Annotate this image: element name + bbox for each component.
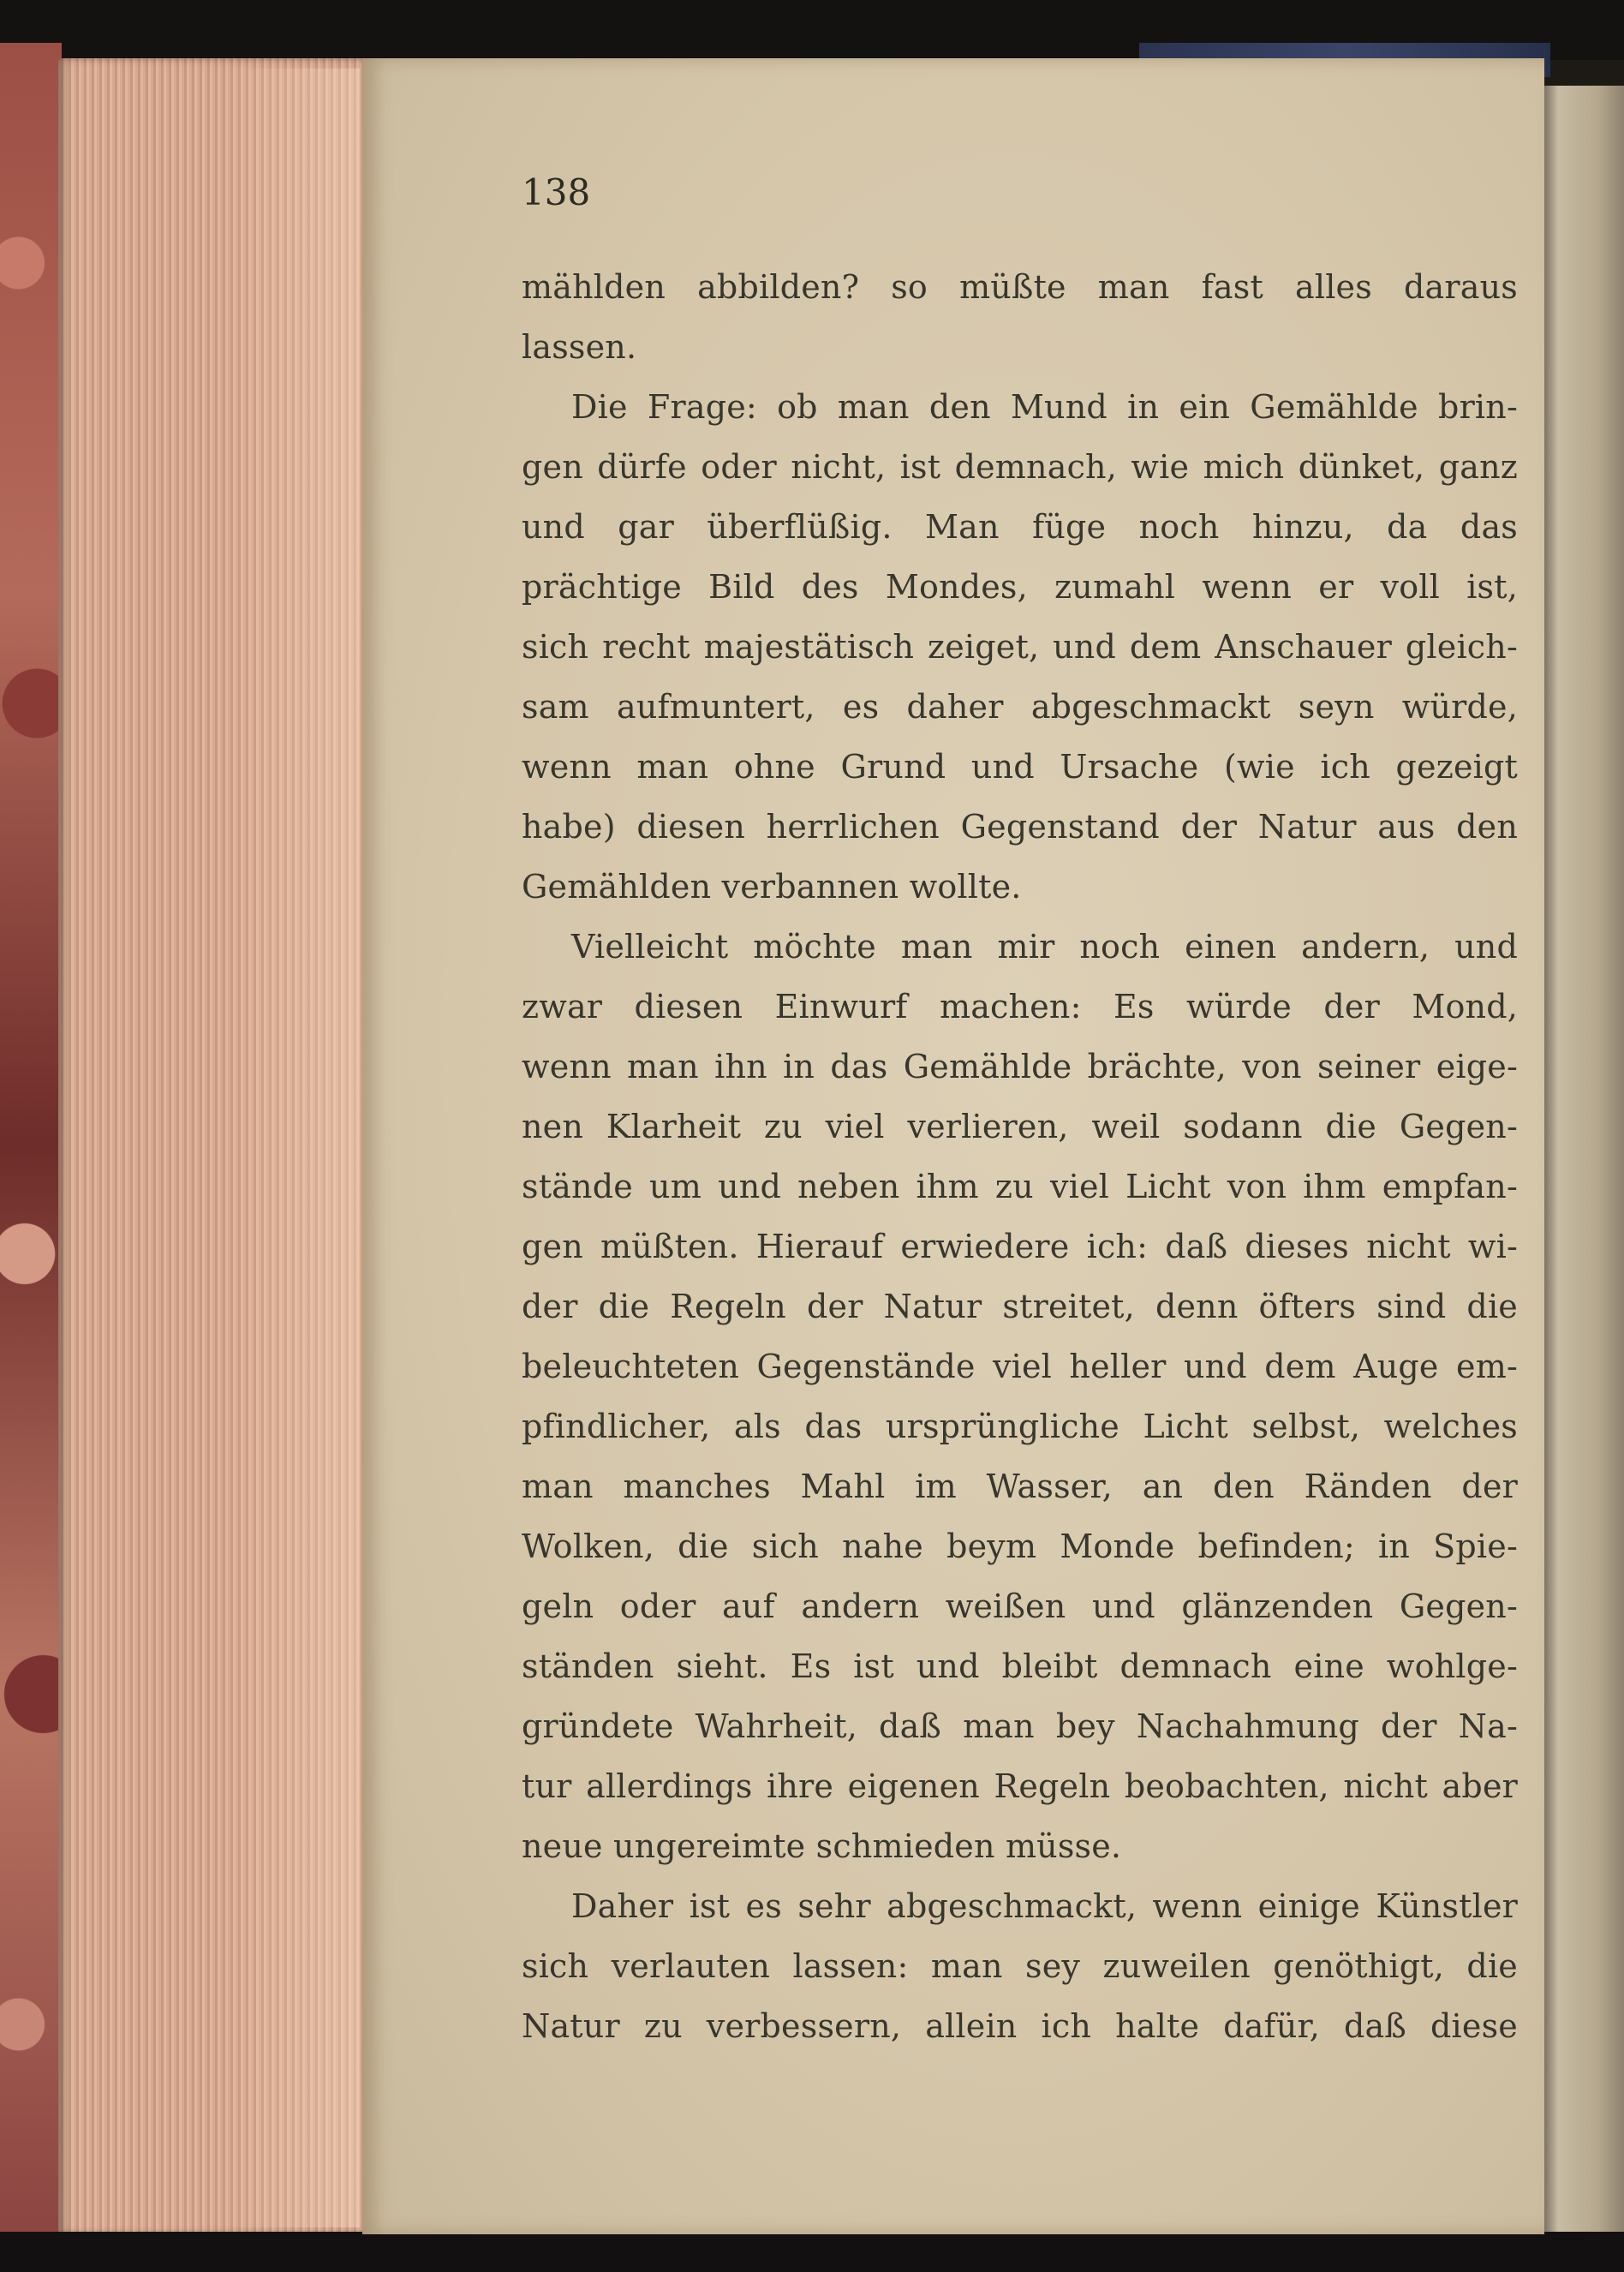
text-line: habe) diesen herrlichen Gegenstand der Natur aus den	[522, 808, 1518, 846]
text-line: der die Regeln der Natur streitet, denn öfters sind die	[522, 1288, 1518, 1325]
text-line: Gemählden verbannen wollte.	[522, 868, 1022, 906]
text-line: und gar überflüßig. Man füge noch hinzu, da das	[522, 508, 1518, 546]
text-line: mählden abbilden? so müßte man fast alles daraus	[522, 268, 1518, 306]
text-line: Wolken, die sich nahe beym Monde befinden; in Spie-	[522, 1528, 1518, 1565]
text-line: beleuchteten Gegenstände viel heller und dem Auge em-	[522, 1348, 1518, 1385]
page-number: 138	[522, 171, 591, 213]
text-line: geln oder auf andern weißen und glänzenden Gegen-	[522, 1587, 1518, 1625]
text-line: neue ungereimte schmieden müsse.	[522, 1827, 1122, 1865]
text-line: zwar diesen Einwurf machen: Es würde der Mond,	[522, 988, 1518, 1025]
text-line: man manches Mahl im Wasser, an den Ränden der	[522, 1468, 1518, 1505]
text-line: ständen sieht. Es ist und bleibt demnach eine wohlge-	[522, 1647, 1518, 1685]
marbled-cover	[0, 43, 62, 2245]
text-line: lassen.	[522, 328, 637, 366]
text-line: Die Frage: ob man den Mund in ein Gemählde brin-	[571, 388, 1518, 426]
text-line: pfindlicher, als das ursprüngliche Licht selbst, welches	[522, 1408, 1518, 1445]
text-line: wenn man ohne Grund und Ursache (wie ich gezeigt	[522, 748, 1518, 786]
page-edges-shade	[223, 69, 360, 2227]
text-line: wenn man ihn in das Gemählde brächte, von seiner eige-	[522, 1048, 1518, 1085]
facing-page-edge	[1542, 86, 1624, 2253]
text-line: sich verlauten lassen: man sey zuweilen genöthigt, die	[522, 1947, 1518, 1985]
scan-background-bottom	[0, 2232, 1624, 2272]
text-line: Natur zu verbessern, allein ich halte dafür, daß diese	[522, 2007, 1518, 2045]
text-line: gen dürfe oder nicht, ist demnach, wie mich dünket, ganz	[522, 448, 1518, 486]
page-body-text	[522, 257, 1518, 2056]
text-line: Daher ist es sehr abgeschmackt, wenn einige Künstler	[571, 1887, 1518, 1925]
text-line: sam aufmuntert, es daher abgeschmackt seyn würde,	[522, 688, 1518, 726]
text-line: stände um und neben ihm zu viel Licht von ihm empfan-	[522, 1168, 1518, 1205]
text-line: gründete Wahrheit, daß man bey Nachahmung der Na-	[522, 1707, 1518, 1745]
text-line: sich recht majestätisch zeiget, und dem Anschauer gleich-	[522, 628, 1518, 666]
text-line: prächtige Bild des Mondes, zumahl wenn er voll ist,	[522, 568, 1518, 606]
text-line: Vielleicht möchte man mir noch einen andern, und	[571, 928, 1518, 966]
text-line: nen Klarheit zu viel verlieren, weil sodann die Gegen-	[522, 1108, 1518, 1145]
text-line: tur allerdings ihre eigenen Regeln beobachten, nicht aber	[522, 1767, 1518, 1805]
text-line: gen müßten. Hierauf erwiedere ich: daß dieses nicht wi-	[522, 1228, 1518, 1265]
